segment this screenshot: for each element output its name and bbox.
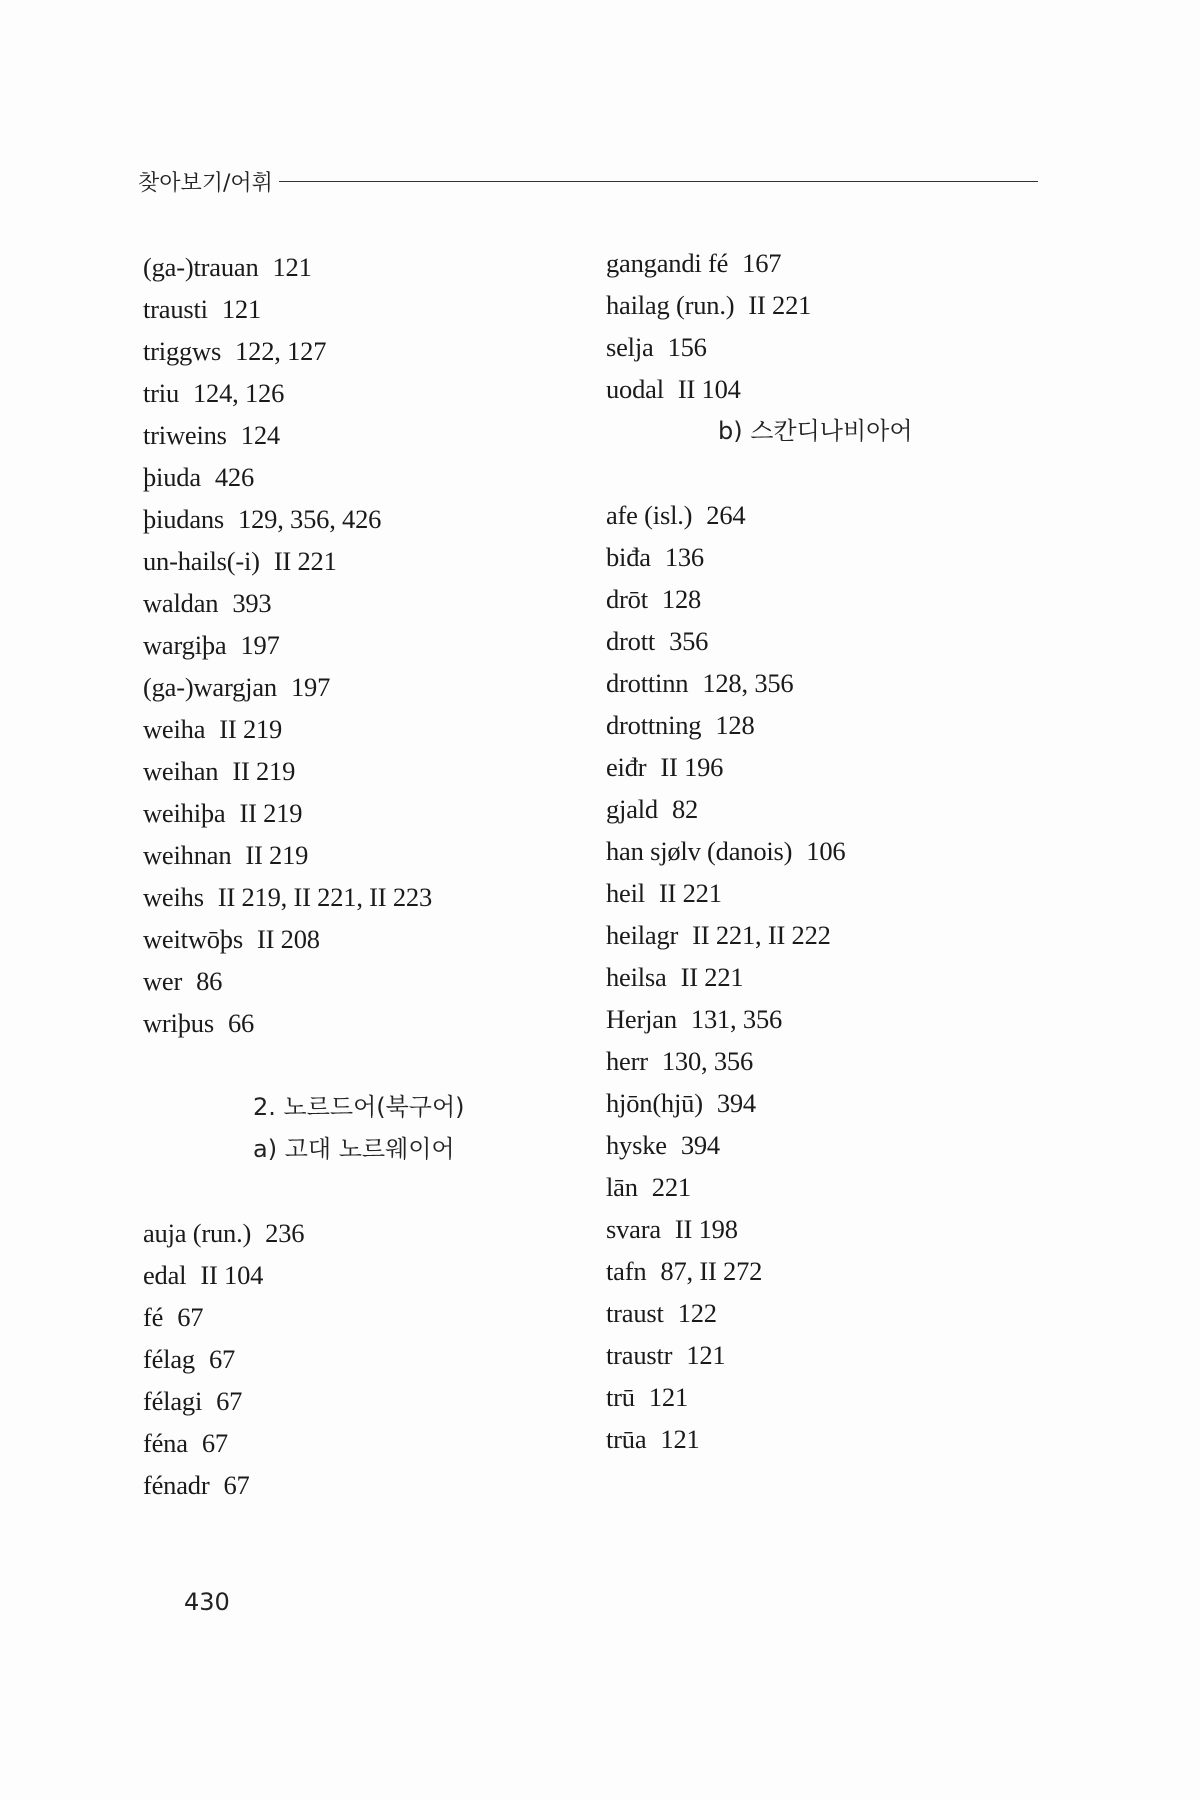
page-references: 67 <box>223 1470 250 1500</box>
index-entry <box>143 1254 583 1296</box>
page-references: II 219, II 221, II 223 <box>217 882 433 912</box>
index-term: drott <box>606 626 656 656</box>
index-term: heilsa <box>606 962 667 992</box>
index-entry <box>606 242 1046 284</box>
index-entry <box>143 288 583 330</box>
index-term: trū <box>606 1382 635 1412</box>
page-references: 121 <box>686 1340 726 1370</box>
index-entry <box>606 326 1046 368</box>
index-term: félag <box>143 1344 195 1374</box>
index-term: weihs <box>143 882 204 912</box>
page-references: II 219 <box>232 756 296 786</box>
index-term: traust <box>606 1298 664 1328</box>
page-references: 131, 356 <box>690 1004 783 1034</box>
page-references: II 219 <box>245 840 309 870</box>
section-heading: 2. 노르드어(북구어) <box>253 1093 465 1121</box>
index-term: traustr <box>606 1340 673 1370</box>
index-term: weihiþa <box>143 798 226 828</box>
index-entry <box>143 582 583 624</box>
index-entry <box>143 246 583 288</box>
page-references: II 221 <box>680 962 744 992</box>
page-references: 124, 126 <box>193 378 285 408</box>
page-references: 121 <box>221 294 261 324</box>
blank-line <box>606 452 1046 494</box>
running-head <box>138 165 1038 197</box>
index-entry <box>143 918 583 960</box>
index-term: trausti <box>143 294 208 324</box>
page-references: 122, 127 <box>235 336 327 366</box>
page-references: 121 <box>272 252 312 282</box>
index-term: afe (isl.) <box>606 500 693 530</box>
index-entry <box>143 540 583 582</box>
index-term: uodal <box>606 374 664 404</box>
page-references: 121 <box>648 1382 688 1412</box>
page-references: II 208 <box>256 924 320 954</box>
page-references: 197 <box>240 630 280 660</box>
index-entry <box>143 456 583 498</box>
index-entry <box>143 414 583 456</box>
page-references: 426 <box>214 462 255 492</box>
page-references: 393 <box>232 588 272 618</box>
index-term: eiđr <box>606 752 647 782</box>
index-term: selja <box>606 332 654 362</box>
running-head-rule <box>279 181 1038 182</box>
page-references: 67 <box>201 1428 228 1458</box>
page-references: 128 <box>715 710 755 740</box>
index-term: trūa <box>606 1424 647 1454</box>
index-entry <box>143 498 583 540</box>
index-entry <box>606 1418 1046 1460</box>
page-references: 124 <box>240 420 280 450</box>
index-term: gjald <box>606 794 658 824</box>
index-term: triweins <box>143 420 227 450</box>
index-entry <box>606 914 1046 956</box>
index-entry <box>143 1380 583 1422</box>
index-entry <box>606 1124 1046 1166</box>
index-term: un-hails(-i) <box>143 546 260 576</box>
page-references: 67 <box>177 1302 204 1332</box>
index-entry <box>606 1250 1046 1292</box>
index-term: heil <box>606 878 645 908</box>
section-heading: a) 고대 노르웨이어 <box>253 1135 455 1163</box>
index-term: félagi <box>143 1386 203 1416</box>
index-entry <box>606 284 1046 326</box>
index-entry <box>143 750 583 792</box>
index-entry <box>143 330 583 372</box>
page-references: II 196 <box>660 752 724 782</box>
index-term: waldan <box>143 588 219 618</box>
running-head-title: 찾아보기/어휘 <box>138 170 273 196</box>
page-references: 128, 356 <box>702 668 794 698</box>
index-entry <box>606 830 1046 872</box>
index-term: tafn <box>606 1256 647 1286</box>
page-references: 130, 356 <box>661 1046 754 1076</box>
index-term: hailag (run.) <box>606 290 735 320</box>
index-term: heilagr <box>606 920 679 950</box>
index-term: drottning <box>606 710 702 740</box>
page-references: 122 <box>677 1298 717 1328</box>
index-entry <box>143 1464 583 1506</box>
index-entry <box>143 1296 583 1338</box>
index-term: triggws <box>143 336 222 366</box>
index-entry <box>143 666 583 708</box>
page-references: 82 <box>672 794 699 824</box>
index-term: (ga-)wargjan <box>143 672 277 702</box>
index-entry <box>606 662 1046 704</box>
page-references: 67 <box>216 1386 243 1416</box>
page-references: 87, II 272 <box>660 1256 763 1286</box>
page-references: 197 <box>290 672 331 702</box>
index-term: drottinn <box>606 668 689 698</box>
page-references: 221 <box>651 1172 691 1202</box>
page-references: II 219 <box>239 798 303 828</box>
index-entry <box>143 1002 583 1044</box>
index-entry <box>143 876 583 918</box>
index-term: hjōn(hjū) <box>606 1088 703 1118</box>
index-column-left <box>143 246 583 1506</box>
page-references: 356 <box>669 626 709 656</box>
index-entry <box>606 1082 1046 1124</box>
index-term: (ga-)trauan <box>143 252 259 282</box>
index-entry <box>143 960 583 1002</box>
index-entry <box>143 708 583 750</box>
page-references: II 198 <box>674 1214 738 1244</box>
index-term: wriþus <box>143 1008 214 1038</box>
index-entry <box>606 746 1046 788</box>
page-references: II 221 <box>658 878 722 908</box>
index-term: féna <box>143 1428 188 1458</box>
index-term: þiudans <box>143 504 225 534</box>
index-term: lān <box>606 1172 638 1202</box>
index-entry <box>606 368 1046 410</box>
index-entry <box>143 372 583 414</box>
page-references: 129, 356, 426 <box>238 504 382 534</box>
index-term: drōt <box>606 584 648 614</box>
index-entry <box>143 1422 583 1464</box>
page-references: II 104 <box>677 374 741 404</box>
page-references: 128 <box>661 584 702 614</box>
page-references: 394 <box>716 1088 756 1118</box>
index-entry <box>606 788 1046 830</box>
index-term: wargiþa <box>143 630 227 660</box>
blank-line <box>143 1044 583 1086</box>
index-entry <box>606 1208 1046 1250</box>
index-term: triu <box>143 378 179 408</box>
page-references: 394 <box>680 1130 720 1160</box>
index-term: Herjan <box>606 1004 677 1034</box>
index-entry <box>606 1166 1046 1208</box>
index-term: weiha <box>143 714 206 744</box>
index-column-right <box>606 242 1046 1460</box>
index-term: han sjølv (danois) <box>606 836 793 866</box>
index-entry <box>606 494 1046 536</box>
index-term: þiuda <box>143 462 201 492</box>
index-term: weihnan <box>143 840 232 870</box>
index-entry <box>606 872 1046 914</box>
index-term: weitwōþs <box>143 924 243 954</box>
page-references: 156 <box>667 332 707 362</box>
index-entry <box>606 1040 1046 1082</box>
page-references: II 221 <box>273 546 337 576</box>
page-references: 66 <box>227 1008 255 1038</box>
page-references: 136 <box>664 542 704 572</box>
index-term: hyske <box>606 1130 667 1160</box>
index-entry <box>606 578 1046 620</box>
index-term: auja (run.) <box>143 1218 252 1248</box>
index-entry <box>606 998 1046 1040</box>
index-term: fé <box>143 1302 164 1332</box>
index-term: edal <box>143 1260 187 1290</box>
index-entry <box>143 624 583 666</box>
index-entry <box>606 704 1046 746</box>
page-references: 106 <box>806 836 846 866</box>
page-references: 86 <box>196 966 223 996</box>
index-entry <box>606 620 1046 662</box>
index-entry <box>606 956 1046 998</box>
page-references: 121 <box>660 1424 700 1454</box>
page-references: II 221, II 222 <box>692 920 831 950</box>
page-references: II 221 <box>748 290 812 320</box>
index-entry <box>606 1376 1046 1418</box>
index-entry <box>143 1212 583 1254</box>
index-entry <box>606 1334 1046 1376</box>
blank-line <box>143 1170 583 1212</box>
index-term: biđa <box>606 542 651 572</box>
page-references: 264 <box>706 500 746 530</box>
index-term: weihan <box>143 756 219 786</box>
page-references: II 219 <box>219 714 283 744</box>
index-term: fénadr <box>143 1470 210 1500</box>
index-term: herr <box>606 1046 648 1076</box>
page-references: II 104 <box>200 1260 264 1290</box>
index-entry <box>143 1338 583 1380</box>
index-term: gangandi fé <box>606 248 729 278</box>
section-heading: b) 스칸디나비아어 <box>718 417 913 445</box>
index-entry <box>143 834 583 876</box>
index-term: wer <box>143 966 183 996</box>
index-entry <box>143 792 583 834</box>
page-references: 167 <box>742 248 782 278</box>
page-number: 430 <box>184 1588 230 1616</box>
index-term: svara <box>606 1214 661 1244</box>
page-references: 67 <box>208 1344 236 1374</box>
page-references: 236 <box>265 1218 305 1248</box>
index-entry <box>606 536 1046 578</box>
index-entry <box>606 1292 1046 1334</box>
